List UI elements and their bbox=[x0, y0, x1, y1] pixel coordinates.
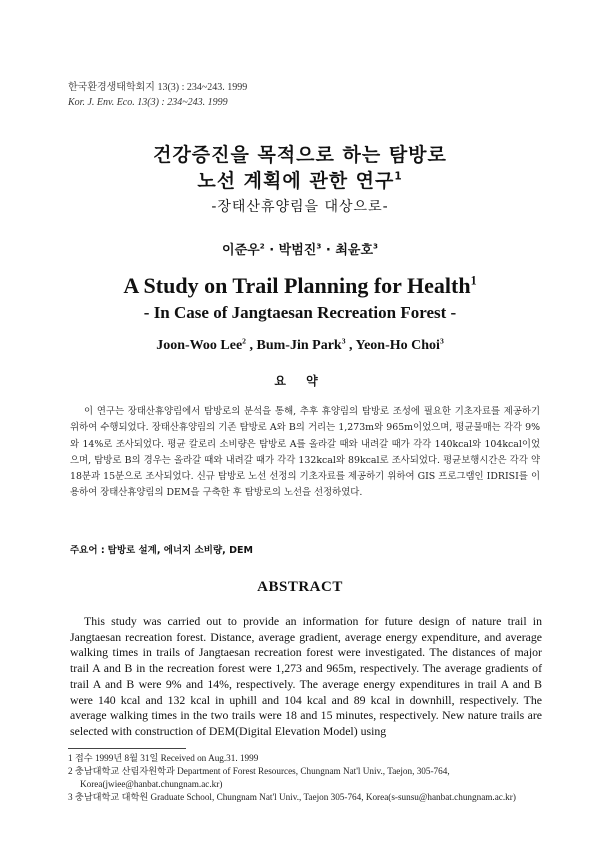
title-ko-line2-text: 노선 계획에 관한 연구 bbox=[197, 170, 395, 192]
abstract-heading: ABSTRACT bbox=[257, 579, 343, 595]
footnote-divider bbox=[68, 748, 186, 749]
authors-en bbox=[0, 338, 600, 354]
footnote-1: 1 접수 1999년 8월 31일 Received on Aug.31. 1999 bbox=[68, 753, 259, 763]
author-en-3: Yeon-Ho Choi bbox=[355, 338, 440, 353]
footnotes bbox=[68, 752, 546, 804]
keywords-label: 주요어 : bbox=[70, 545, 105, 556]
author-ko-2: 박범진 bbox=[278, 243, 317, 258]
abstract-ko-text: 이 연구는 장태산휴양림에서 탐방로의 분석을 통해, 추후 휴양림의 탐방로 조성에 필요한 기초자료를 제공하기 위하여 수행되었다. 장태산휴양림의 기존 탐방로 A와 B의 거리는 1,273m와 965m이었으며, 평균물매는 각각 9%와 14%로 조사되었다. 평균 칼로리 소비량은 탐방로 A를 올라갈 때와 내려갈 때가 각각 140kcal와 104kcal이었으며, 탐방로 B의 경우는 올라갈 때와 내려갈 때가 각각 132kcal와 89kcal로 조사되었다. 평균보행시간은 각각 약 18분과 15분으로 조사되었다. 신규 탐방로 노선 선정의 기초자료를 제공하기 위하여 GIS 프로그램인 IDRISI를 이용하여 장태산휴양림의 DEM을 구축한 후 탐방로의 노선을 선정하였다. bbox=[70, 406, 540, 499]
author-en-1: Joon-Woo Lee bbox=[156, 338, 243, 353]
author-ko-2-mark: 3 bbox=[316, 241, 322, 251]
authors-ko bbox=[0, 239, 600, 258]
author-separator: · bbox=[321, 243, 336, 258]
author-separator: , bbox=[246, 338, 257, 353]
keywords-text: 탐방로 설계, 에너지 소비량, DEM bbox=[107, 545, 253, 556]
journal-citation-ko: 한국환경생태학회지 13(3) : 234~243. 1999 bbox=[68, 82, 248, 93]
abstract-en bbox=[70, 614, 542, 740]
title-ko-line2 bbox=[0, 166, 600, 193]
author-ko-3: 최윤호 bbox=[335, 243, 374, 258]
title-ko-subtitle: -장태산휴양림을 대상으로- bbox=[211, 199, 389, 215]
author-en-2: Bum-Jin Park bbox=[256, 338, 342, 353]
author-en-2-mark: 3 bbox=[341, 336, 346, 346]
title-en-subtitle: - In Case of Jangtaesan Recreation Forest - bbox=[143, 303, 457, 322]
author-en-1-mark: 2 bbox=[242, 336, 247, 346]
author-en-3-mark: 3 bbox=[439, 336, 444, 346]
author-separator: , bbox=[345, 338, 356, 353]
title-en-footnote-mark: 1 bbox=[470, 273, 477, 288]
keywords bbox=[70, 542, 253, 556]
journal-citation-en: Kor. J. Env. Eco. 13(3) : 234~243. 1999 bbox=[68, 97, 228, 108]
author-separator: · bbox=[264, 243, 279, 258]
footnote-3: 3 충남대학교 대학원 Graduate School, Chungnam Nat'l Univ., Taejon 305-764, Korea(s-sunsu@hanbat.chungnam.ac.kr) bbox=[68, 792, 516, 802]
title-en-main bbox=[0, 273, 600, 299]
author-ko-3-mark: 3 bbox=[373, 241, 378, 251]
author-ko-1: 이준우 bbox=[222, 243, 260, 258]
abstract-ko bbox=[70, 404, 540, 502]
title-ko-footnote-mark: 1 bbox=[394, 170, 403, 183]
author-ko-1-mark: 2 bbox=[259, 241, 265, 251]
abstract-en-text: This study was carried out to provide an information for future design of nature trail in Jangtaesan recreation forest. Distance, average gradient, average energy expenditure, and average walking times in trails of Jangtaesan recreation forest were investigated. The distances of major trail A and B in the recreation forest were 1,273 and 965m, respectively. The average gradients of trail A and B were 9% and 14%, respectively. The average energy expenditures in trail A and B were 140 kcal and 132 kcal in uphill and 104 kcal and 89 kcal in downhill, respectively. The average walking times in the two trails were 18 and 15 minutes, respectively. New nature trails are selected with construction of DEM(Digital Elevation Model) using bbox=[70, 614, 542, 738]
summary-heading: 요 약 bbox=[274, 374, 326, 388]
footnote-2: 2 충남대학교 산림자원학과 Department of Forest Resources, Chungnam Nat'l Univ., Taejon, 305-764, Korea(jwiee@hanbat.chungnam.ac.kr) bbox=[68, 766, 450, 789]
journal-citation bbox=[68, 80, 247, 110]
title-ko-line1: 건강증진을 목적으로 하는 탐방로 bbox=[153, 144, 447, 166]
title-en-main-text: A Study on Trail Planning for Health bbox=[123, 273, 471, 298]
